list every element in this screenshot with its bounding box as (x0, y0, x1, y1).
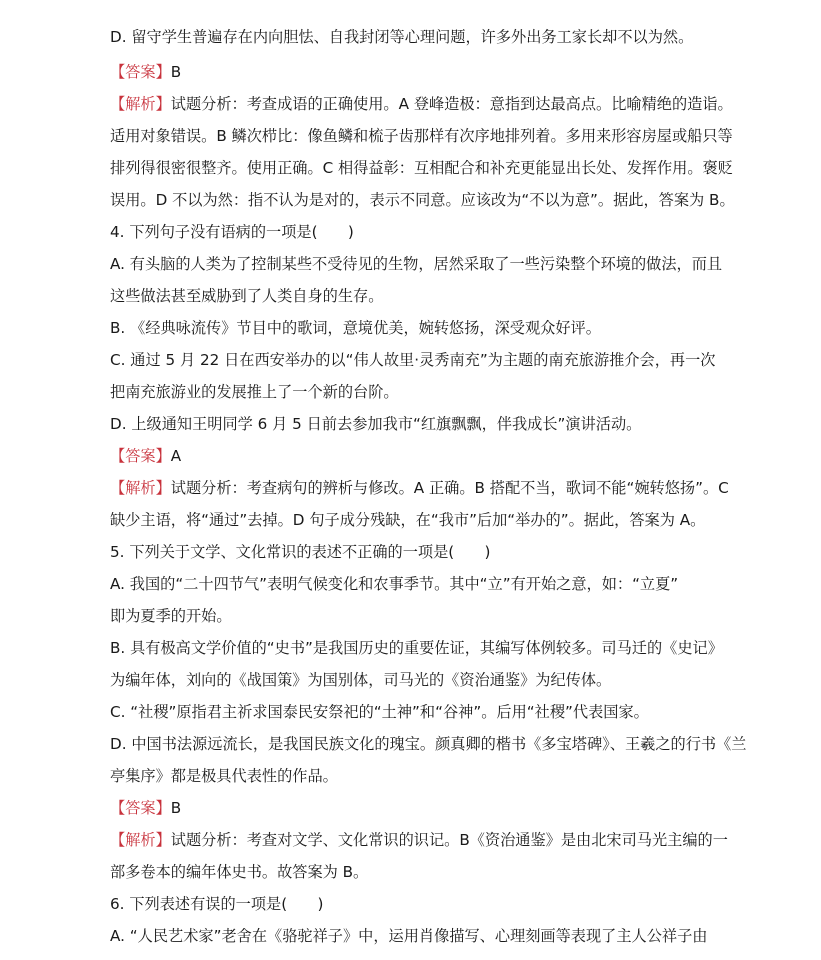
q4-analysis-line: 【解析】试题分析：考查病句的辨析与修改。A 正确。B 搭配不当，歌词不能“婉转悠扬”。C (110, 479, 729, 497)
q5-analysis-line: 【解析】试题分析：考查对文学、文化常识的识记。B《资治通鉴》是由北宋司马光主编的一 (110, 831, 728, 849)
q5-option-c: C. “社稷”原指君主祈求国泰民安祭祀的“土神”和“谷神”。后用“社稷”代表国家。 (110, 703, 649, 721)
q5-analysis-line: 部多卷本的编年体史书。故答案为 B。 (110, 863, 369, 881)
q4-option-c: C. 通过 5 月 22 日在西安举办的以“伟人故里·灵秀南充”为主题的南充旅游推介会，再一次 (110, 351, 716, 369)
q5-option-d-cont: 亭集序》都是极具代表性的作品。 (110, 767, 338, 785)
q3-analysis-line: 误用。D 不以为然：指不认为是对的，表示不同意。应该改为“不以为意”。据此，答案为 B。 (110, 191, 735, 209)
q3-answer (110, 61, 770, 83)
answer-tag: 【答案】 (110, 447, 171, 465)
answer-tag: 【答案】 (110, 799, 171, 817)
q4-option-d: D. 上级通知王明同学 6 月 5 日前去参加我市“红旗飘飘，伴我成长”演讲活动。 (110, 415, 642, 433)
q3-analysis-line: 【解析】试题分析：考查成语的正确使用。A 登峰造极：意指到达最高点。比喻精绝的造诣。 (110, 95, 733, 113)
q3-analysis-line: 适用对象错误。B 鳞次栉比：像鱼鳞和梳子齿那样有次序地排列着。多用来形容房屋或船只等 (110, 127, 733, 145)
q5-answer (110, 797, 770, 819)
q5-option-a: A. 我国的“二十四节气”表明气候变化和农事季节。其中“立”有开始之意，如：“立夏” (110, 575, 679, 593)
q3-option-d: D. 留守学生普遍存在内向胆怯、自我封闭等心理问题，许多外出务工家长却不以为然。 (110, 28, 694, 46)
q5-option-b-cont: 为编年体，刘向的《战国策》为国别体，司马光的《资治通鉴》为纪传体。 (110, 671, 612, 689)
q5-option-a-cont: 即为夏季的开始。 (110, 607, 232, 625)
answer-tag: 【答案】 (110, 63, 171, 81)
q4-option-c-cont: 把南充旅游业的发展推上了一个新的台阶。 (110, 383, 399, 401)
answer-value: B (170, 63, 182, 81)
q4-option-a: A. 有头脑的人类为了控制某些不受待见的生物，居然采取了一些污染整个环境的做法，而且 (110, 255, 723, 273)
analysis-tag: 【解析】 (110, 479, 171, 497)
answer-value: B (170, 799, 182, 817)
analysis-tag: 【解析】 (110, 95, 171, 113)
analysis-tag: 【解析】 (110, 831, 171, 849)
q4-answer (110, 445, 770, 467)
q6-option-a: A. “人民艺术家”老舍在《骆驼祥子》中，运用肖像描写、心理刻画等表现了主人公祥子由 (110, 927, 708, 945)
q4-option-a-cont: 这些做法甚至威胁到了人类自身的生存。 (110, 287, 384, 305)
q5-stem: 5. 下列关于文学、文化常识的表述不正确的一项是( ) (110, 543, 491, 561)
q3-analysis-line: 排列得很密很整齐。使用正确。C 相得益彰：互相配合和补充更能显出长处、发挥作用。褒贬 (110, 159, 733, 177)
q4-option-b: B. 《经典咏流传》节目中的歌词，意境优美，婉转悠扬，深受观众好评。 (110, 319, 601, 337)
q4-stem: 4. 下列句子没有语病的一项是( ) (110, 223, 354, 241)
q6-stem: 6. 下列表述有误的一项是( ) (110, 895, 324, 913)
q5-option-d: D. 中国书法源远流长，是我国民族文化的瑰宝。颜真卿的楷书《多宝塔碑》、王羲之的行书《兰 (110, 735, 747, 753)
q5-option-b: B. 具有极高文学价值的“史书”是我国历史的重要佐证，其编写体例较多。司马迁的《史记》 (110, 639, 723, 657)
q4-analysis-line: 缺少主语，将“通过”去掉。D 句子成分残缺，在“我市”后加“举办的”。据此，答案为 A。 (110, 511, 706, 529)
answer-value: A (170, 447, 182, 465)
emphasized-idiom: 不以为然 (617, 28, 679, 46)
